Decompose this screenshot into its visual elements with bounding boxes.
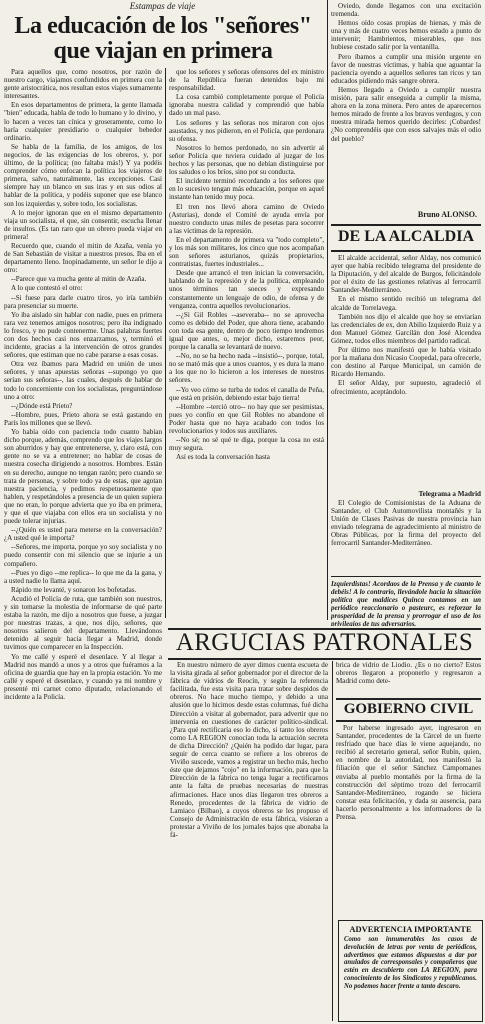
column-divider bbox=[165, 68, 166, 618]
paragraph: --No, no se ha hecho nada --insistió--, porque, total, no se mató más que a unos cuantos, y es dura la mano a los que no lo hicieron a los intereses de nuestros señores. bbox=[169, 352, 324, 385]
headline-line-1: La educación de los "señores" bbox=[14, 13, 312, 39]
paragraph: El alcalde accidental, señor Alday, nos comunicó ayer que había recibido telegrama del presidente de la Diputación, y del alcalde de Burgos, felicitándole por el éxito de las gestiones relativas al ferrocarril Santander-Mediterráneo. bbox=[331, 254, 481, 295]
telegram-label: Telegrama a Madrid bbox=[418, 490, 481, 498]
paragraph: El Colegio de Comisionistas de la Aduana de Santander, el Club Automovilista montañés y la Unión de Clases Pasivas de nuestra provincia han enviado telegrama de agradecimiento al ministro de Obras Públicas, por la firma del proyecto del ferrocarril Santander-Mediterráneo. bbox=[331, 499, 481, 548]
paragraph: --¿Quién es usted para meterse en la conversación? ¿A usted qué le importa? bbox=[4, 526, 162, 543]
paragraph: A lo mejor ignoran que en el mismo departamento viaja un socialista, el que, sin consentir, escucha llenar de insultos. (Es tan raro que un obrero pueda viajar en primera! bbox=[4, 208, 162, 241]
paragraph: --No sé; no sé qué te diga, porque la cosa no está muy segura. bbox=[169, 436, 324, 453]
paragraph: Otra vez íbamos para Madrid en unión de unos señores, y unas apuestas señoras --supongo yo que serían sus señoras--, las cuales, después de hablar de todo lo concerniente con los socialistas, preguntándose uno a otro: bbox=[4, 360, 162, 401]
paragraph: Pero íbamos a cumplir una misión urgente en favor de nuestras víctimas, y había que aguantar la paciencia oyendo a aquellos señores tan ricos y tan educados pidiendo más sangre obrera. bbox=[331, 52, 481, 85]
paragraph: --¿Si Gil Robles --aseveraba-- no se aprovecha como es debido del Poder, que ahora tiene, acabando con toda esa gente, dentro de poco tiempo tendremos igual que antes, o, mejor dicho, estaremos peor, porque la canalla se levantará de nuevo. bbox=[169, 310, 324, 352]
paragraph: El incidente terminó recordando a los señores que en lo sucesivo tengan más educación, porque en aquel instante han tenido muy poca. bbox=[169, 177, 324, 202]
paragraph: Recuerdo que, cuando el mitin de Azaña, venía yo de San Sebastián de visitar a nuestros presos. Iba en el departamento lleno. Inopinadamente, un señor le dijo a otro: bbox=[4, 241, 162, 275]
paragraph: Los señores y las señoras nos miraron con ojos asustados, y nos pidieron, en el Policía, que perdonara su ofensa. bbox=[169, 118, 324, 143]
headline-line-2: que viajan en primera bbox=[53, 38, 273, 64]
article-column-2 bbox=[169, 68, 324, 616]
section-rule bbox=[168, 658, 481, 660]
article-column-1 bbox=[4, 68, 162, 1020]
paragraph: Hemos oído cosas propias de hienas, y más de una y más de cuatro veces hemos estado a punto de intervenir; Hambrientos, miserables, que nos hubiese costado salir por la ventanilla. bbox=[331, 19, 481, 52]
article-signature: Bruno ALONSO. bbox=[417, 210, 477, 219]
section-rule bbox=[336, 720, 481, 722]
paragraph: Rápido me levanté, y sonaron los bofetadas. bbox=[11, 585, 137, 594]
paragraph: --Hombre, pues, Prieto ahora se está gastando en París los millones que se llevó. bbox=[4, 410, 162, 427]
section-rule bbox=[331, 250, 481, 252]
paragraph: En nuestro número de ayer dimos cuenta escueta de la visita girada al señor gobernador por el director de la fábrica de vidrios de Reocín, y según la referencia facilitada, fue esta visita para tratar sobre despidos de obreros. No hace mucho tiempo, y debido a una alusión que lo hicimos desde estas columnas, fué dicha Dirección a visitar al gobernador, para advertir que no intervenía en cuestiones de carácter político-sindical. ¿Para qué rectificaría eso lo dicho, si tanto los obreros como LA REGION conocían toda la actuación secreta de dicha Dirección? ¿Quién ha podido dar lugar, para seguir de cerca cuanto se refiere a los obreros de Viviño suscede, vamos a registrar un hecho más, hecho éste que dejamos "cojo" en la información, para que la Dirección de la fábrica no tenga lugar a rectificarnos ante la falta de pruebas necesarias de nuestras afirmaciones. Hace unos días llegaron tres obreros a Renedo, procedentes de la fábrica de vidrio de Lamiaco (Bilbao), a cuyos obreros se les propuso el Consejo de Administración de esta fábrica, visieran a protestar a Viviño de los jornales bajos que abonaba la fá- bbox=[170, 661, 328, 839]
paragraph: Yo había oído con paciencia todo cuanto habían dicho porque, además, comprendo que los viajes largos son aburridos y hay que entretenerse, y, claro está, con gente no se va a entretener; no hablar de cosas de nuestra cosecha dirigiendo a nosotros. Hombres. Están en su derecho, aunque no tengan razón; pero cuando se trata de personas, y sobre todo ya de estas, que agotan nuestra paciencia, y pedimos respetuosamente que hablen, y respetándoles a presencia de un quien supiera que no eran, lo porque advierta que yo iba en primera, y que el que viajaba con ellos era un socialista y no puede tolerar injurias. bbox=[4, 428, 162, 526]
paragraph: Por haberse ingresado ayer, ingresaron en Santander, procedentes de la Cárcel de un fuerte resfriado que hace días le viene aquejando, no recibió al secretario general, señor Rubín, quien, en nombre de la autoridad, nos manifestó la filiación que el señor Sánchez Campomanes enviaba al pueblo montañés por la firma de la construcción del séptimo trozo del ferrocarril Santander-Mediterráneo, rogando se hiciera constar esta felicitación, y dada su ausencia, para hacerlo personalmente a los informadores de la Prensa. bbox=[336, 724, 481, 822]
paragraph: --Parece que va mucha gente al mitin de Azaña. bbox=[11, 275, 147, 284]
paragraph: Oviedo, donde llegamos con una excitación tremenda. bbox=[331, 2, 481, 19]
alcaldia-body bbox=[331, 254, 481, 490]
article-kicker: Estampas de viaje bbox=[129, 1, 196, 11]
section-rule bbox=[331, 576, 481, 577]
arguciass-column-2 bbox=[336, 661, 481, 694]
paragraph: --Señores, me importa, porque yo soy socialista y no puedo consentir con mi silencio que se injurie a un compañero. bbox=[4, 543, 162, 568]
section-rule bbox=[336, 698, 481, 700]
paragraph: Para aquellos que, como nosotros, por razón de nuestro cargo, viajamos confundidos en primera con la gente aristocrática, nos resultan estos viajes sumamente interesantes. bbox=[4, 68, 162, 101]
paragraph: Por último nos manifestó que le había visitado por la mañana don Nicasio Coopedal, para ofrecerle, con destino al Parque Municipal, un camión de Ricardo Hernando. bbox=[331, 346, 481, 379]
telegram-body bbox=[331, 499, 481, 571]
paragraph: Yo me callé y esperé el desenlace. Y al llegar a Madrid nos mandó a unos y a otros que fuéramos a la oficina de guardia que hay en la propia estación. Yo me callé y esperé el desenlace, y cuando ya mi nombre y presenté mi carnet como diputado, relacionando el incidente a la Policía. bbox=[4, 652, 162, 702]
paragraph: --¿Dónde está Prieto? bbox=[11, 401, 73, 410]
paragraph: --Pues yo digo --me replica-- lo que me da la gana, y a usted nadie lo llama aquí. bbox=[4, 568, 162, 585]
paragraph: También nos dijo el alcalde que hoy se enviarían las credenciales de ex, don Abilio Izquierdo Ruiz y a don Manuel Gómez Garcilán don José Alcendea Gómez, todos ellos miembros del partido radical. bbox=[331, 312, 481, 345]
paragraph: Se habla de la familia, de los amigos, de los negocios, de las exigencias de los obreros, y, por último, de la política; (no faltaba más!) Y ya podéis comprender cómo enfocan la política los viajeros de primera, salvo, naturalmente, las excepciones. Casi siempre hay un blanco en sus iras y en sus odios al hablar de la política, y podéis suponer que ese blanco son los izquierdas y, sobre todo, los socialistas. bbox=[4, 142, 162, 208]
paragraph: Así es toda la conversación hasta bbox=[176, 453, 270, 462]
paragraph: Nosotros lo hemos perdonado, no sin advertir al señor Policía que tuviera cuidado al juzgar de los hechos y las personas, que no debían distinguirse por los saludos o los bríos, sino por su conducta. bbox=[169, 143, 324, 177]
paragraph: El tren nos llevó ahora camino de Oviedo (Asturias), donde el Comité de ayuda envía por nuestro conducto unas miles de pesetas para socorrer a las víctimas de la represión. bbox=[169, 202, 324, 235]
paragraph: El señor Alday, por supuesto, agradeció el ofrecimiento, aceptándolo. bbox=[331, 379, 481, 396]
paragraph: --Yo veo cómo se turba de todos el canalla de Peña, que está en prisión, debiendo estar bajo tierra! bbox=[169, 385, 324, 402]
column-divider bbox=[332, 661, 333, 1021]
izquierdistas-note: Izquierdistas! Acordaos de la Prensa y de cuanto le debéis! A lo contrario, llevándole hacia la situación política que maldices Quinca contamos en un periódico reaccionario o pasteurc, es reforzar la prosperidad de la prensa y prorrogar el uso de los privilegios de tus adversarios. bbox=[331, 580, 481, 626]
gobierno-body bbox=[336, 724, 481, 914]
alcaldia-title: DE LA ALCALDIA bbox=[337, 228, 475, 245]
column-divider bbox=[327, 0, 328, 620]
paragraph: Hemos llegado a Oviedo a cumplir nuestra misión, para salir enseguida a cumplir la misma, ahora en la zona minera. Pero antes de aparecernos hemos mirado de frente a los bravos verdugos, y con nuestra mirada hemos querido decirles: ¡Cobardes! ¿No comprendéis que con esos salvajes más el odio del pueblo? bbox=[331, 85, 481, 143]
article-column-3 bbox=[331, 2, 481, 210]
paragraph: En el mismo sentido recibió un telegrama del alcalde de Torrelavega. bbox=[331, 295, 481, 312]
paragraph: Yo iba aislado sin hablar con nadie, pues en primera rara vez tenemos amigos nosotros; pero iba indignado lo fresco, y no pude contenerme. Unas palabras fuertes con dos hechos casi nos enzarzamos, y, terminó el incidente, gracias a la intervención de otros grandes señores, que estiman que no cabe pararse a esas cosas. bbox=[4, 310, 162, 360]
paragraph: Desde que arrancó el tren inician la conversación, hablando de la represión y de la política, empleando unos términos tan soeces y expresando constantemente un lenguaje de odio, de ofensa y de venganza, contra aquellos revolucionarios. bbox=[169, 269, 324, 310]
arguciass-title: ARGUCIAS PATRONALES bbox=[175, 629, 474, 656]
paragraph: --Hombre --terció otro-- no hay que ser pesimistas, pues yo confío en que Gil Robles no abandone el Poder hasta que no haya acabado con todos los revolucionarios y todos sus auxiliares. bbox=[169, 402, 324, 436]
paragraph: brica de vidrio de Liodio. ¿Es o no cierto? Estos obreros llegaron a proponerlo y regresaron a Madrid como dete- bbox=[336, 661, 481, 686]
paragraph: Acudió el Policía de ruta, que también son nuestros, y sin tomarse la molestia de informarse de qué parte estaba la razón, me dijo a nosotros que fuese, a juzgar por nuestras trazas, a que, nos dijo, señores, que nosotros salieron del departamento. Llevándonos detenido al seguir hacia llegar a Madrid, donde tuvimos que comparecer en la Inspección. bbox=[4, 594, 162, 652]
section-rule bbox=[331, 224, 481, 226]
paragraph: La cosa cambió completamente porque el Policía ignoraba nuestra calidad y comprendió que había dado un mal paso. bbox=[169, 93, 324, 118]
paragraph: En el departamento de primera va "todo completo", y los más son militares, los cinco que nos acompañan son señores asturianos, quizás propietarios, contratistas, fuertes industriales... bbox=[169, 235, 324, 269]
paragraph: A lo que contestó el otro: bbox=[11, 284, 83, 293]
paragraph: En esos departamentos de primera, la gente llamada "bien" educada, habla de todo lo humano y lo divino, y lo hacen a veces tan cínica y groseramente, como lo haría cualquier presidiario o cualquier bebedor ordinario. bbox=[4, 101, 162, 142]
arguciass-column-1 bbox=[170, 661, 328, 1020]
gobierno-title: GOBIERNO CIVIL bbox=[343, 701, 474, 717]
advertencia-box bbox=[338, 920, 483, 1022]
paragraph: que los señores y señoras ofensores del ex ministro de la República fueran detenidos bajo mi responsabilidad. bbox=[169, 68, 324, 93]
advertencia-title: ADVERTENCIA IMPORTANTE bbox=[349, 924, 472, 934]
advertencia-text: Como son innumerables los casos de devolución de letras por venta de periódicos, advertimos que estamos dispuestos a dar por anulados de corresponsales y compañeros que estén en descubierto con LA REGION, para conocimiento de los Sindicatos y republicanos. No podemos hacer frente a tanto descaro. bbox=[344, 936, 477, 990]
paragraph: --Si fuese para darle cuatro tiros, yo iría también para presenciar su muerte. bbox=[4, 293, 162, 310]
